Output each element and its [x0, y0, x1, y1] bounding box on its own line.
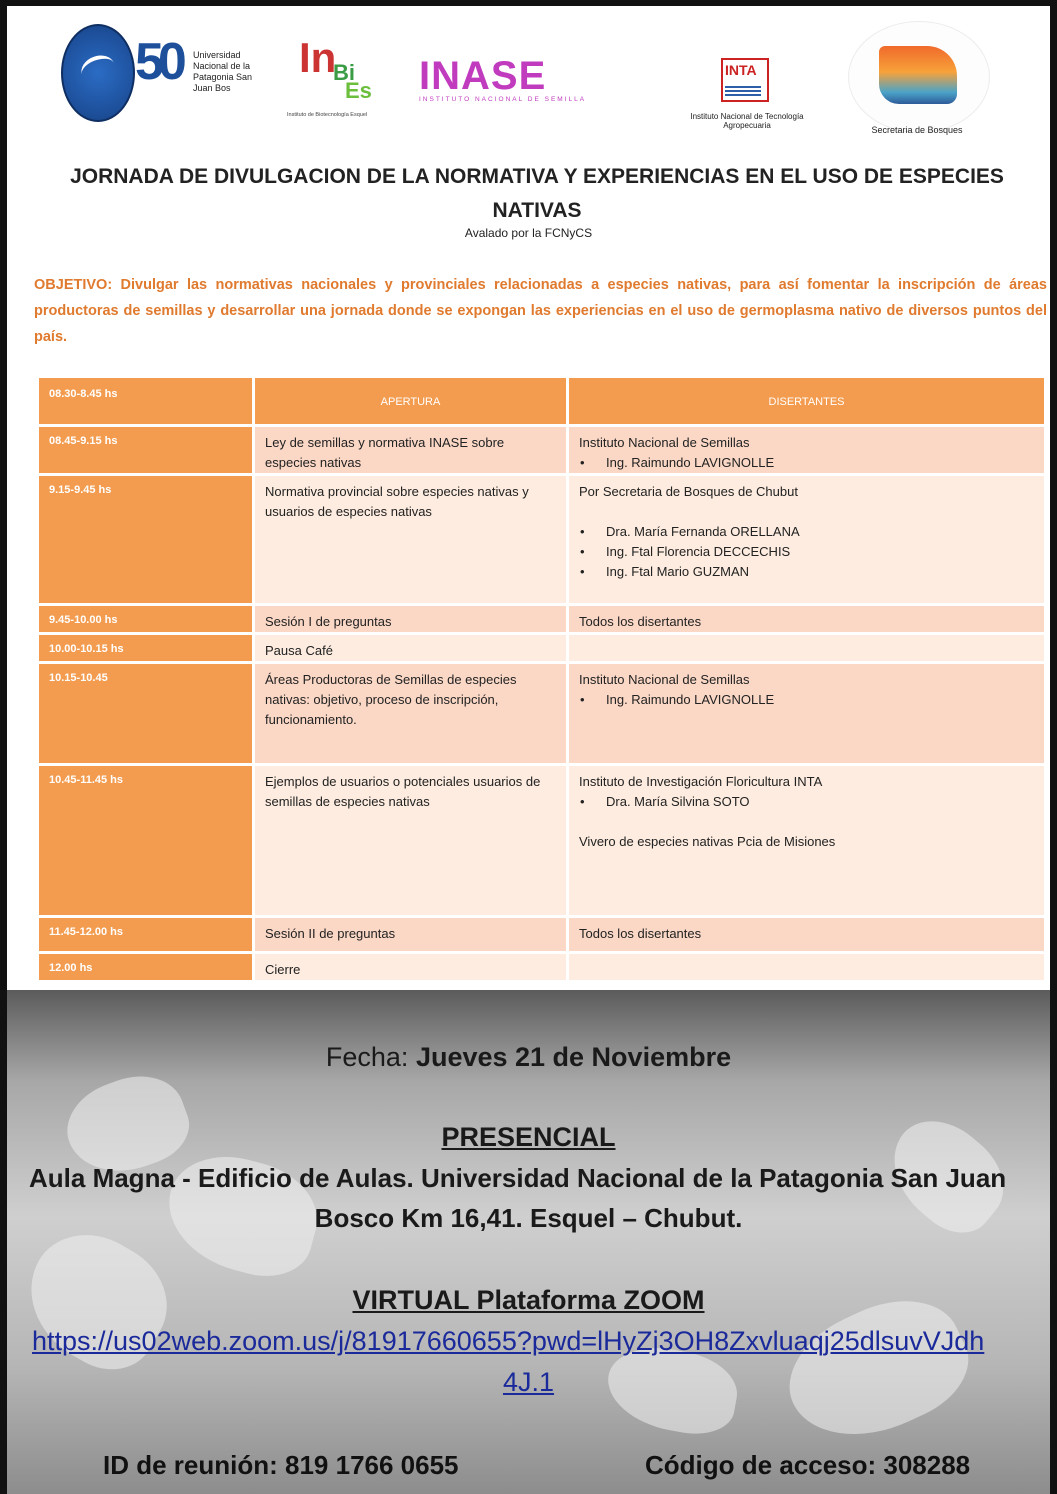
secretaria-bosques-logo [849, 22, 989, 132]
speaker-name: • Ing. Raimundo LAVIGNOLLE [579, 453, 1034, 473]
speaker-name: • Dra. María Silvina SOTO [579, 792, 1034, 812]
inase-logo-word: INASE [419, 54, 547, 98]
table-header-row [38, 377, 1046, 426]
row-speakers [568, 426, 1046, 475]
inta-logo-label: INTA [725, 62, 757, 78]
row-time: 10.15-10.45 [38, 663, 254, 765]
speaker-list [579, 522, 1034, 582]
inbies-logo-bi: Bi [333, 60, 355, 85]
table-row [38, 663, 1046, 765]
speaker-organization-extra: Vivero de especies nativas Pcia de Misiones [579, 834, 836, 849]
header-time: 08.30-8.45 hs [38, 377, 254, 426]
speaker-list [579, 792, 1034, 812]
meeting-id: ID de reunión: 819 1766 0655 [103, 1450, 459, 1480]
inta-logo-text: Instituto Nacional de Tecnología Agropecuaria [690, 112, 804, 130]
access-code: Código de acceso: 308288 [645, 1450, 971, 1480]
row-topic: Ley de semillas y normativa INASE sobre especies nativas [254, 426, 568, 475]
event-date-value: Jueves 21 de Noviembre [415, 1042, 732, 1072]
speaker-organization: Instituto Nacional de Semillas [579, 672, 750, 687]
speaker-name: • Ing. Raimundo LAVIGNOLLE [579, 690, 1034, 710]
row-topic: Pausa Café [254, 634, 568, 663]
page-title: JORNADA DE DIVULGACION DE LA NORMATIVA Y EXPERIENCIAS EN EL USO DE ESPECIES NATIVAS [70, 165, 1004, 222]
event-info-section [7, 990, 1050, 1494]
presencial-heading: PRESENCIAL [441, 1122, 616, 1152]
row-time: 9.45-10.00 hs [38, 605, 254, 634]
header-disertantes: DISERTANTES [568, 377, 1046, 426]
row-speakers [568, 765, 1046, 917]
unp-50-logo: 50 [135, 33, 181, 91]
flyer-page [7, 6, 1050, 1494]
table-row [38, 605, 1046, 634]
venue-line-1: Aula Magna - Edificio de Aulas. Universidad Nacional de la Patagonia San Juan [29, 1163, 1007, 1193]
row-time: 10.45-11.45 hs [38, 765, 254, 917]
page-subtitle: Avalado por la FCNyCS [464, 226, 593, 240]
inbies-logo-subtitle: Instituto de Biotecnología Esquel [287, 112, 368, 118]
speaker-organization: Instituto de Investigación Floricultura INTA [579, 774, 823, 789]
speaker-organization: Todos los disertantes [579, 926, 702, 941]
unp-logo-text: Universidad Nacional de la Patagonia San Juan Bos [193, 50, 253, 93]
virtual-heading: VIRTUAL Plataforma ZOOM [352, 1285, 705, 1315]
header-apertura: APERTURA [254, 377, 568, 426]
row-speakers [568, 634, 1046, 663]
row-speakers [568, 663, 1046, 765]
table-row [38, 953, 1046, 982]
table-row [38, 765, 1046, 917]
row-time: 12.00 hs [38, 953, 254, 982]
inta-logo [721, 58, 769, 102]
secretaria-bosques-text: Secretaria de Bosques [871, 125, 963, 135]
row-speakers [568, 605, 1046, 634]
speaker-name: • Ing. Ftal Florencia DECCECHIS [579, 542, 1034, 562]
row-time: 10.00-10.15 hs [38, 634, 254, 663]
inbies-logo-in: In [299, 34, 337, 81]
speaker-organization: Por Secretaria de Bosques de Chubut [579, 484, 798, 499]
table-row [38, 475, 1046, 605]
inbies-logo [287, 34, 391, 118]
row-topic: Sesión II de preguntas [254, 917, 568, 953]
row-time: 08.45-9.15 hs [38, 426, 254, 475]
venue-line-2: Bosco Km 16,41. Esquel – Chubut. [314, 1203, 743, 1233]
speaker-organization: Todos los disertantes [579, 614, 702, 629]
row-topic: Sesión I de preguntas [254, 605, 568, 634]
inta-logo-stripes [725, 86, 761, 96]
inbies-logo-es: Es [345, 78, 372, 103]
speaker-name: • Ing. Ftal Mario GUZMAN [579, 562, 1034, 582]
speaker-organization: Instituto Nacional de Semillas [579, 435, 750, 450]
zoom-link-continuation[interactable]: 4J.1 [502, 1367, 555, 1397]
table-row [38, 426, 1046, 475]
row-speakers [568, 953, 1046, 982]
event-date [7, 1042, 1050, 1073]
inase-logo-subtitle: INSTITUTO NACIONAL DE SEMILLA [419, 96, 587, 103]
table-row [38, 634, 1046, 663]
unp-emblem-logo [61, 24, 135, 122]
zoom-link[interactable]: https://us02web.zoom.us/j/81917660655?pwd=lHyZj3OH8Zxvluaqj25dlsuvVJdh [32, 1326, 985, 1356]
row-topic: Ejemplos de usuarios o potenciales usuarios de semillas de especies nativas [254, 765, 568, 917]
speaker-list [579, 453, 1034, 473]
table-row [38, 917, 1046, 953]
row-time: 11.45-12.00 hs [38, 917, 254, 953]
row-topic: Cierre [254, 953, 568, 982]
objective-paragraph: OBJETIVO: Divulgar las normativas nacionales y provinciales relacionadas a especies nativas, para así fomentar la inscripción de áreas productoras de semillas y desarrollar una jornada donde se expongan las experiencias en el uso de germoplasma nativo de diversos puntos del país. [34, 277, 1047, 345]
schedule-table [36, 375, 1047, 983]
row-time: 9.15-9.45 hs [38, 475, 254, 605]
logo-bar [7, 6, 1050, 154]
row-speakers [568, 917, 1046, 953]
speaker-list [579, 690, 1034, 710]
row-topic: Normativa provincial sobre especies nativas y usuarios de especies nativas [254, 475, 568, 605]
event-date-label: Fecha: [325, 1042, 416, 1072]
row-speakers [568, 475, 1046, 605]
chubut-map-icon [879, 46, 957, 104]
row-topic: Áreas Productoras de Semillas de especies nativas: objetivo, proceso de inscripción, funcionamiento. [254, 663, 568, 765]
inase-logo [419, 54, 655, 104]
speaker-name: • Dra. María Fernanda ORELLANA [579, 522, 1034, 542]
